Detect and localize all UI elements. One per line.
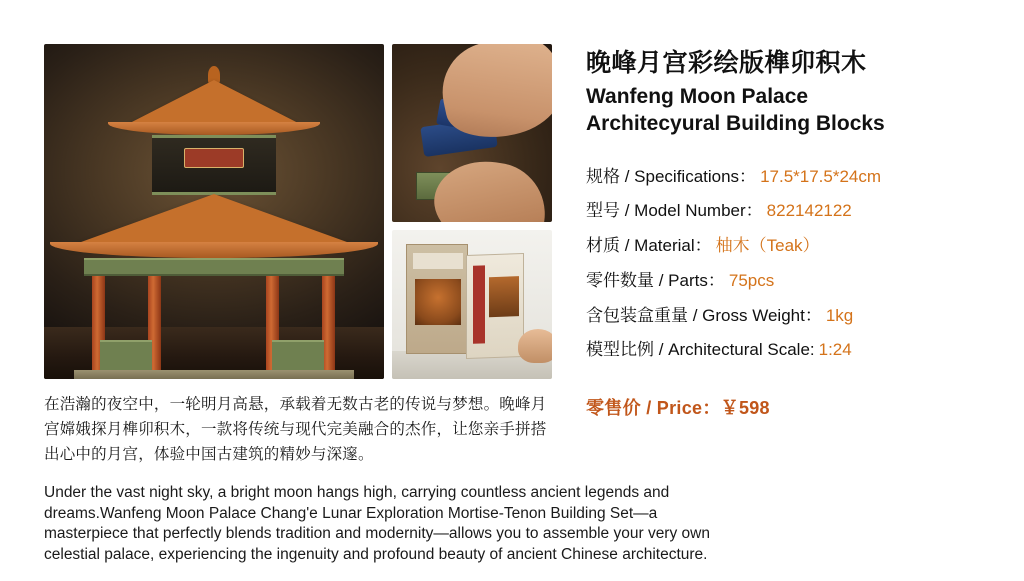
product-image-gallery [44, 44, 552, 379]
spec-label: 规格 / Specifications： [586, 166, 757, 186]
pavilion-frieze [84, 258, 344, 276]
product-title-english-line1: Wanfeng Moon Palace [586, 85, 809, 108]
spec-value: 1:24 [818, 340, 852, 360]
spec-row-material [586, 237, 996, 256]
spec-label: 型号 / Model Number： [586, 201, 763, 221]
product-title-english [586, 84, 996, 138]
pavilion-base [74, 370, 354, 379]
price-value: ￥598 [720, 397, 770, 418]
spec-label: 模型比例 / Architectural Scale: [586, 340, 815, 360]
sleeve-artwork [489, 276, 519, 317]
pavilion-lower-roof [70, 194, 358, 246]
pavilion-railing [100, 340, 152, 370]
kraft-carton [406, 244, 468, 354]
spec-row-parts [586, 272, 996, 291]
spec-value: 1kg [825, 305, 854, 325]
pavilion-railing [272, 340, 324, 370]
box-sleeve [466, 253, 524, 359]
spec-row-specifications [586, 168, 996, 187]
price-label: 零售价 / Price： [586, 397, 721, 418]
description-english: Under the vast night sky, a bright moon hangs high, carrying countless ancient legends and dreams.Wanfeng Moon Palace Chang'e Lunar Exploration Mortise-Tenon Building Set—a masterpiece that perfectly blends tradition and modernity—allows you to assemble your very own celestial palace, experiencing the ingenuity and profound beauty of ancient Chinese architecture. [44, 483, 710, 564]
right-column [586, 48, 996, 420]
spec-value: 17.5*17.5*24cm [760, 166, 882, 186]
spec-value: 75pcs [728, 270, 775, 290]
spec-row-model-number [586, 202, 996, 221]
hand-lower [429, 155, 552, 222]
packaging-box-photo [392, 230, 552, 379]
spec-label: 材质 / Material： [586, 236, 712, 256]
pavilion-lower-eave [50, 242, 378, 258]
pavilion-plaque [184, 148, 244, 168]
carton-artwork [415, 279, 461, 325]
spec-row-gross-weight [586, 307, 996, 326]
specification-list [586, 168, 996, 360]
price-row [586, 394, 996, 420]
hands-assembly-photo [392, 44, 552, 222]
product-title-english-line2: Architecyural Building Blocks [586, 111, 885, 135]
carton-label [413, 253, 463, 269]
pavilion-upper-roof [124, 80, 304, 126]
description-chinese: 在浩瀚的夜空中，一轮明月高悬，承载着无数古老的传说与梦想。晚峰月宫嫦娥探月榫卯积木，一款将传统与现代完美融合的杰作，让您亲手拼搭出心中的月宫，体验中国古建筑的精妙与深邃。 [44, 396, 547, 464]
spec-value: 822142122 [766, 201, 852, 221]
hero-product-photo [44, 44, 384, 379]
spec-label: 零件数量 / Parts： [586, 270, 725, 290]
pavilion-upper-eave [108, 122, 320, 135]
spec-value: 柚木（Teak） [715, 236, 820, 256]
hand-holding-box [518, 329, 552, 363]
product-title-chinese: 晚峰月宫彩绘版榫卯积木 [586, 49, 867, 77]
spec-label: 含包装盒重量 / Gross Weight： [586, 305, 822, 325]
spec-row-scale [586, 341, 996, 360]
sleeve-red-band [473, 265, 485, 343]
